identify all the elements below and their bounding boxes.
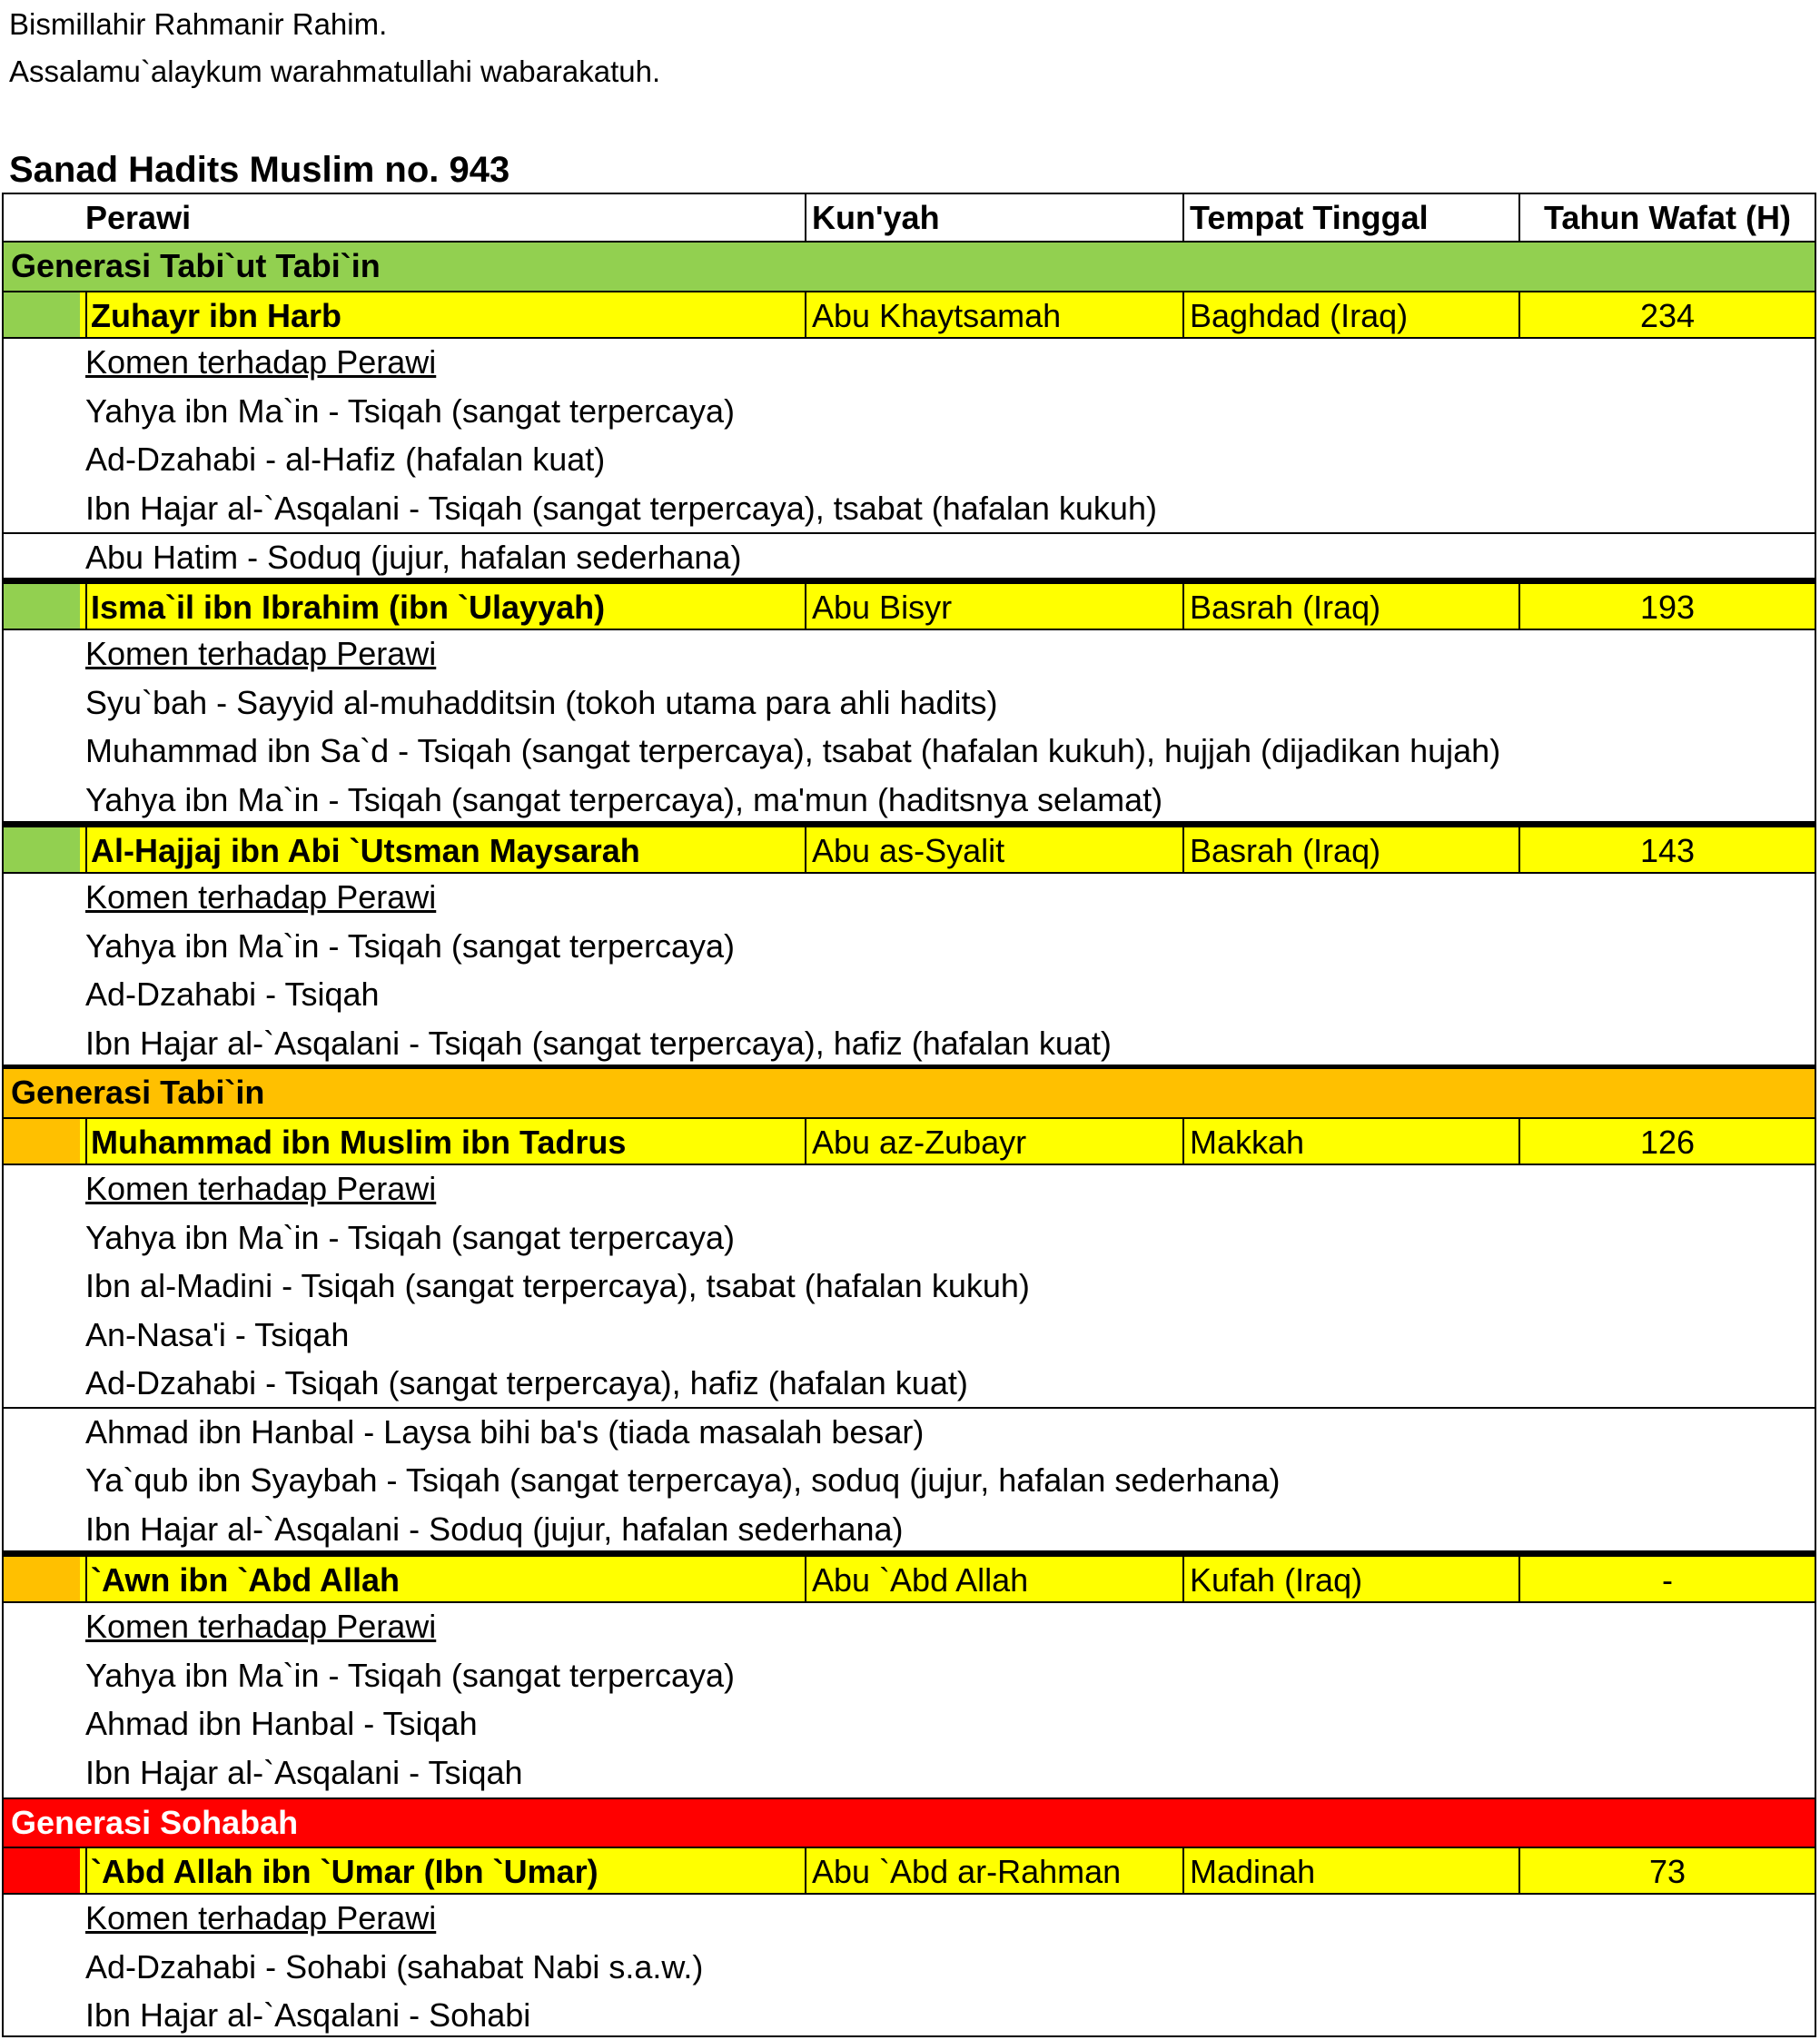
generation-marker <box>4 827 80 872</box>
comment-text: Ad-Dzahabi - Tsiqah <box>85 975 380 1013</box>
intro-line-2: Assalamu`alaykum warahmatullahi wabarakatuh. <box>9 54 661 88</box>
comment-heading: Komen terhadap Perawi <box>85 878 437 916</box>
comment-text: Ibn Hajar al-`Asqalani - Tsiqah (sangat terpercaya), tsabat (hafalan kukuh) <box>85 490 1157 527</box>
comment-row <box>4 1020 1815 1068</box>
narrator-name: `Abd Allah ibn `Umar (Ibn `Umar) <box>85 1848 803 1893</box>
narrator-kunyah: Abu as-Syalit <box>805 827 1179 872</box>
generation-marker <box>4 1119 80 1164</box>
narrator-row <box>4 1555 1815 1603</box>
comment-heading: Komen terhadap Perawi <box>85 1608 437 1645</box>
comment-row <box>4 1457 1815 1505</box>
header-tempat: Tempat Tinggal <box>1182 194 1515 243</box>
comment-text: Ad-Dzahabi - al-Hafiz (hafalan kuat) <box>85 441 606 478</box>
page-title: Sanad Hadits Muslim no. 943 <box>9 150 510 190</box>
comment-text: Ibn Hajar al-`Asqalani - Soduq (jujur, hafalan sederhana) <box>85 1510 904 1548</box>
comment-row <box>4 1944 1815 1992</box>
narrator-place: Makkah <box>1182 1119 1515 1164</box>
narrator-place: Basrah (Iraq) <box>1182 584 1515 629</box>
comment-row <box>4 1652 1815 1700</box>
comment-text: Yahya ibn Ma`in - Tsiqah (sangat terpercaya) <box>85 1219 736 1256</box>
narrator-row <box>4 582 1815 630</box>
narrator-row <box>4 1847 1815 1895</box>
narrator-year: - <box>1518 1557 1815 1601</box>
narrator-kunyah: Abu az-Zubayr <box>805 1119 1179 1164</box>
comment-text: Ahmad ibn Hanbal - Laysa bihi ba's (tiada masalah besar) <box>85 1413 925 1451</box>
comment-row <box>4 436 1815 484</box>
comment-text: Ahmad ibn Hanbal - Tsiqah <box>85 1705 478 1742</box>
narrator-place: Madinah <box>1182 1848 1515 1893</box>
comment-row <box>4 1992 1815 2040</box>
header-perawi: Perawi <box>85 199 192 236</box>
header-wafat: Tahun Wafat (H) <box>1518 194 1815 243</box>
narrator-name: Zuhayr ibn Harb <box>85 292 803 337</box>
comment-heading: Komen terhadap Perawi <box>85 1899 437 1936</box>
comment-heading-row <box>4 339 1815 387</box>
comment-text: Ibn Hajar al-`Asqalani - Tsiqah (sangat terpercaya), hafiz (hafalan kuat) <box>85 1025 1112 1062</box>
comment-row <box>4 1312 1815 1360</box>
generation-marker <box>4 292 80 337</box>
comment-row <box>4 1360 1815 1408</box>
narrator-kunyah: Abu Khaytsamah <box>805 292 1179 337</box>
narrator-row <box>4 826 1815 874</box>
comment-row <box>4 679 1815 728</box>
comment-heading-row <box>4 874 1815 922</box>
generation-label: Generasi Tabi`ut Tabi`in <box>11 247 381 284</box>
narrator-kunyah: Abu `Abd Allah <box>805 1557 1179 1601</box>
comment-text: An-Nasa'i - Tsiqah <box>85 1316 350 1353</box>
comment-text: Abu Hatim - Soduq (jujur, hafalan sederhana) <box>85 539 742 576</box>
narrator-year: 193 <box>1518 584 1815 629</box>
comment-text: Yahya ibn Ma`in - Tsiqah (sangat terpercaya), ma'mun (haditsnya selamat) <box>85 781 1163 818</box>
comment-heading-row <box>4 1603 1815 1651</box>
table-header <box>4 194 1815 243</box>
narrator-row <box>4 1117 1815 1165</box>
generation-tabiut-tabiin <box>4 243 1815 291</box>
comment-row <box>4 1409 1815 1457</box>
comment-text: Ad-Dzahabi - Tsiqah (sangat terpercaya), hafiz (hafalan kuat) <box>85 1364 968 1401</box>
generation-marker <box>4 1557 80 1601</box>
comment-text: Ad-Dzahabi - Sohabi (sahabat Nabi s.a.w.) <box>85 1948 704 1986</box>
sanad-table <box>2 193 1816 2037</box>
comment-heading-row <box>4 630 1815 678</box>
comment-row <box>4 1700 1815 1748</box>
narrator-place: Kufah (Iraq) <box>1182 1557 1515 1601</box>
comment-row <box>4 1263 1815 1311</box>
comment-heading: Komen terhadap Perawi <box>85 635 437 672</box>
comment-text: Yahya ibn Ma`in - Tsiqah (sangat terpercaya) <box>85 927 736 965</box>
comment-text: Ibn Hajar al-`Asqalani - Tsiqah <box>85 1754 523 1791</box>
header-kunyah: Kun'yah <box>805 194 1179 243</box>
comment-heading-row <box>4 1895 1815 1943</box>
comment-text: Muhammad ibn Sa`d - Tsiqah (sangat terpercaya), tsabat (hafalan kukuh), hujjah (dijadikan hujah) <box>85 732 1501 769</box>
narrator-name: Al-Hajjaj ibn Abi `Utsman Maysarah <box>85 827 803 872</box>
generation-sohabah <box>4 1799 1815 1847</box>
comment-row <box>4 777 1815 825</box>
comment-heading: Komen terhadap Perawi <box>85 343 437 381</box>
comment-row <box>4 971 1815 1019</box>
comment-row <box>4 485 1815 533</box>
generation-marker <box>4 1848 80 1893</box>
narrator-name: `Awn ibn `Abd Allah <box>85 1557 803 1601</box>
generation-label: Generasi Sohabah <box>11 1804 299 1841</box>
narrator-name: Muhammad ibn Muslim ibn Tadrus <box>85 1119 803 1164</box>
comment-text: Ibn Hajar al-`Asqalani - Sohabi <box>85 1996 531 2034</box>
narrator-place: Baghdad (Iraq) <box>1182 292 1515 337</box>
comment-row <box>4 1506 1815 1554</box>
narrator-year: 73 <box>1518 1848 1815 1893</box>
generation-label: Generasi Tabi`in <box>11 1074 265 1111</box>
comment-text: Yahya ibn Ma`in - Tsiqah (sangat terpercaya) <box>85 392 736 430</box>
comment-text: Ibn al-Madini - Tsiqah (sangat terpercaya), tsabat (hafalan kukuh) <box>85 1267 1030 1304</box>
comment-row <box>4 1214 1815 1263</box>
comment-text: Syu`bah - Sayyid al-muhadditsin (tokoh utama para ahli hadits) <box>85 684 998 721</box>
narrator-kunyah: Abu Bisyr <box>805 584 1179 629</box>
narrator-place: Basrah (Iraq) <box>1182 827 1515 872</box>
comment-row <box>4 534 1815 582</box>
comment-heading-row <box>4 1165 1815 1213</box>
comment-text: Ya`qub ibn Syaybah - Tsiqah (sangat terpercaya), soduq (jujur, hafalan sederhana) <box>85 1461 1281 1499</box>
comment-text: Yahya ibn Ma`in - Tsiqah (sangat terpercaya) <box>85 1657 736 1694</box>
narrator-row <box>4 291 1815 339</box>
comment-row <box>4 388 1815 436</box>
narrator-kunyah: Abu `Abd ar-Rahman <box>805 1848 1179 1893</box>
generation-tabiin <box>4 1069 1815 1117</box>
comment-row <box>4 923 1815 971</box>
generation-marker <box>4 584 80 629</box>
comment-row <box>4 728 1815 776</box>
narrator-year: 143 <box>1518 827 1815 872</box>
narrator-year: 126 <box>1518 1119 1815 1164</box>
intro-line-1: Bismillahir Rahmanir Rahim. <box>9 7 388 41</box>
comment-row <box>4 1749 1815 1797</box>
narrator-name: Isma`il ibn Ibrahim (ibn `Ulayyah) <box>85 584 803 629</box>
narrator-year: 234 <box>1518 292 1815 337</box>
comment-heading: Komen terhadap Perawi <box>85 1170 437 1207</box>
